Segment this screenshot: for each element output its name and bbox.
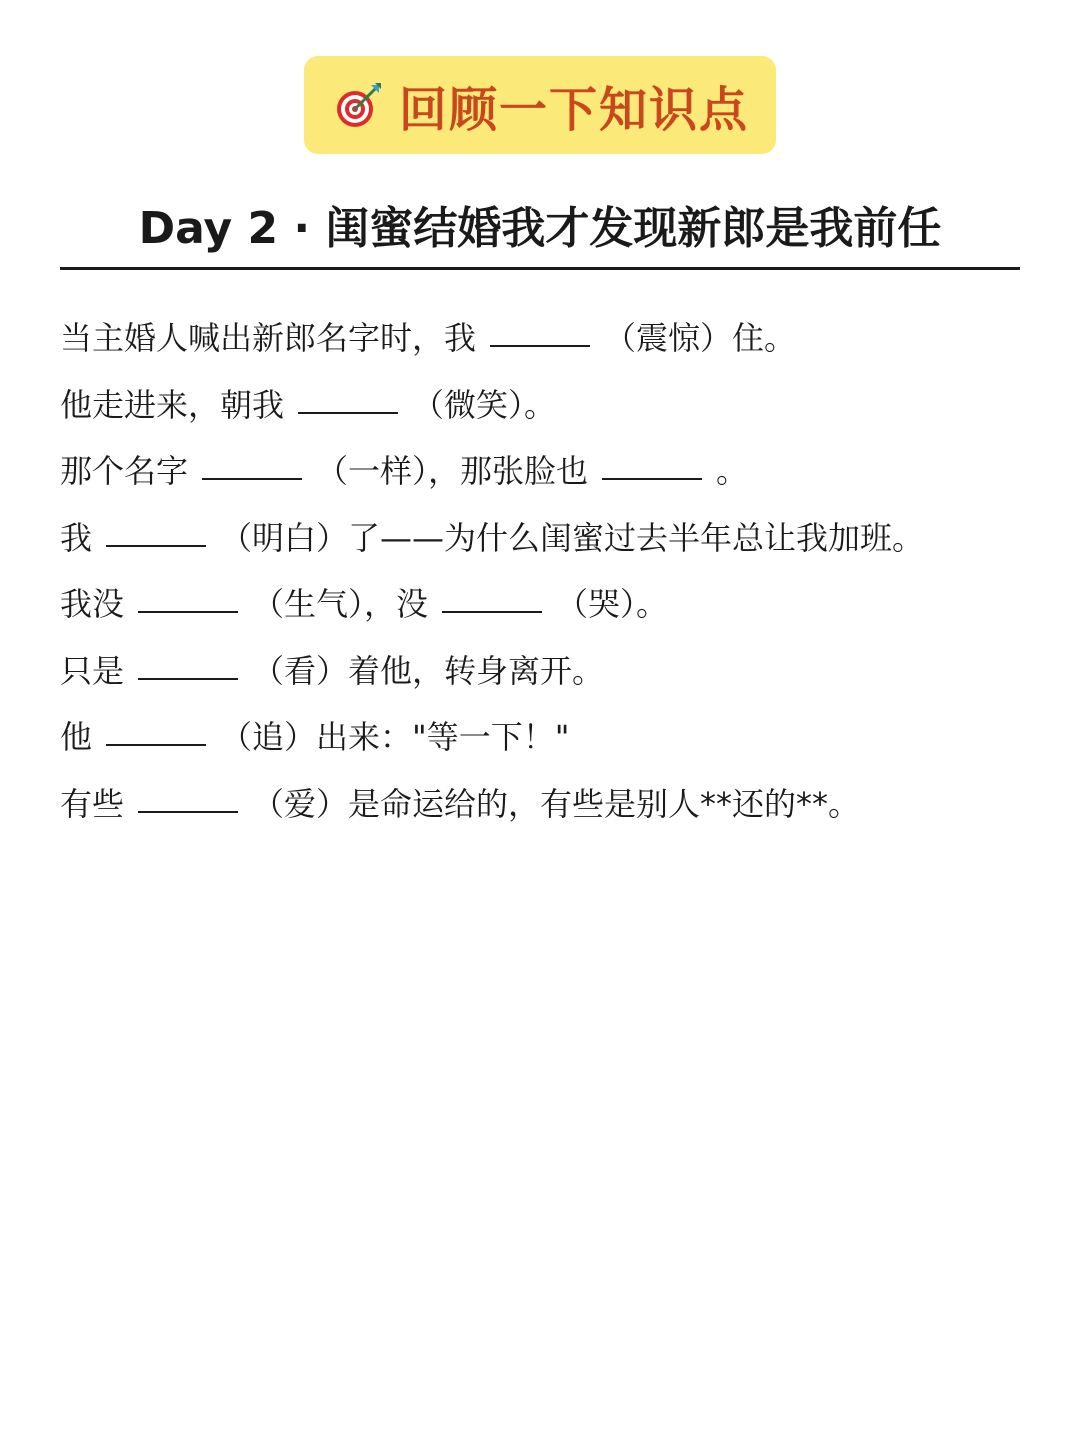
answer-blank[interactable] <box>602 478 702 480</box>
exercise-text: 有些 <box>60 784 125 823</box>
exercise-list <box>60 308 1050 840</box>
exercise-line-2 <box>60 375 1050 442</box>
exercise-line-4 <box>60 508 1050 575</box>
answer-blank[interactable] <box>106 744 206 746</box>
exercise-line-1 <box>60 308 1050 375</box>
exercise-text: （追）出来："等一下！" <box>220 718 570 756</box>
exercise-line-6 <box>60 641 1050 708</box>
exercise-text: 当主婚人喊出新郎名字时，我 <box>60 319 477 357</box>
answer-blank[interactable] <box>138 611 238 613</box>
exercise-line-5 <box>60 574 1050 641</box>
answer-blank[interactable] <box>106 545 206 547</box>
title-divider <box>60 267 1020 270</box>
exercise-text: （哭）。 <box>556 585 669 623</box>
answer-blank[interactable] <box>138 678 238 680</box>
header-badge <box>304 56 776 154</box>
exercise-text: 只是 <box>60 651 125 690</box>
exercise-text: （生气），没 <box>252 585 429 623</box>
exercise-text: 。 <box>716 452 749 490</box>
exercise-text: 我 <box>60 518 93 557</box>
answer-blank[interactable] <box>202 478 302 480</box>
exercise-text: （震惊）住。 <box>604 319 797 357</box>
page-title: Day 2 · 闺蜜结婚我才发现新郎是我前任 <box>138 203 942 254</box>
badge-title: 回顾一下知识点 <box>398 81 749 138</box>
exercise-text: 那个名字 <box>60 452 189 490</box>
exercise-text: （一样），那张脸也 <box>316 452 589 490</box>
exercise-text: （微笑）。 <box>412 385 557 424</box>
exercise-text: （看）着他，转身离开。 <box>252 651 605 690</box>
exercise-text: （爱）是命运给的，有些是别人**还的**。 <box>252 784 861 823</box>
exercise-line-8 <box>60 774 1050 841</box>
exercise-text: （明白）了——为什么闺蜜过去半年总让我加班。 <box>220 518 925 557</box>
exercise-line-3 <box>60 441 1050 508</box>
answer-blank[interactable] <box>138 811 238 813</box>
exercise-text: 我没 <box>60 585 125 623</box>
target-dart-icon <box>331 77 387 133</box>
answer-blank[interactable] <box>490 345 590 347</box>
exercise-text: 他走进来，朝我 <box>60 385 285 424</box>
answer-blank[interactable] <box>442 611 542 613</box>
answer-blank[interactable] <box>298 412 398 414</box>
exercise-line-7 <box>60 707 1050 774</box>
exercise-text: 他 <box>60 718 93 756</box>
